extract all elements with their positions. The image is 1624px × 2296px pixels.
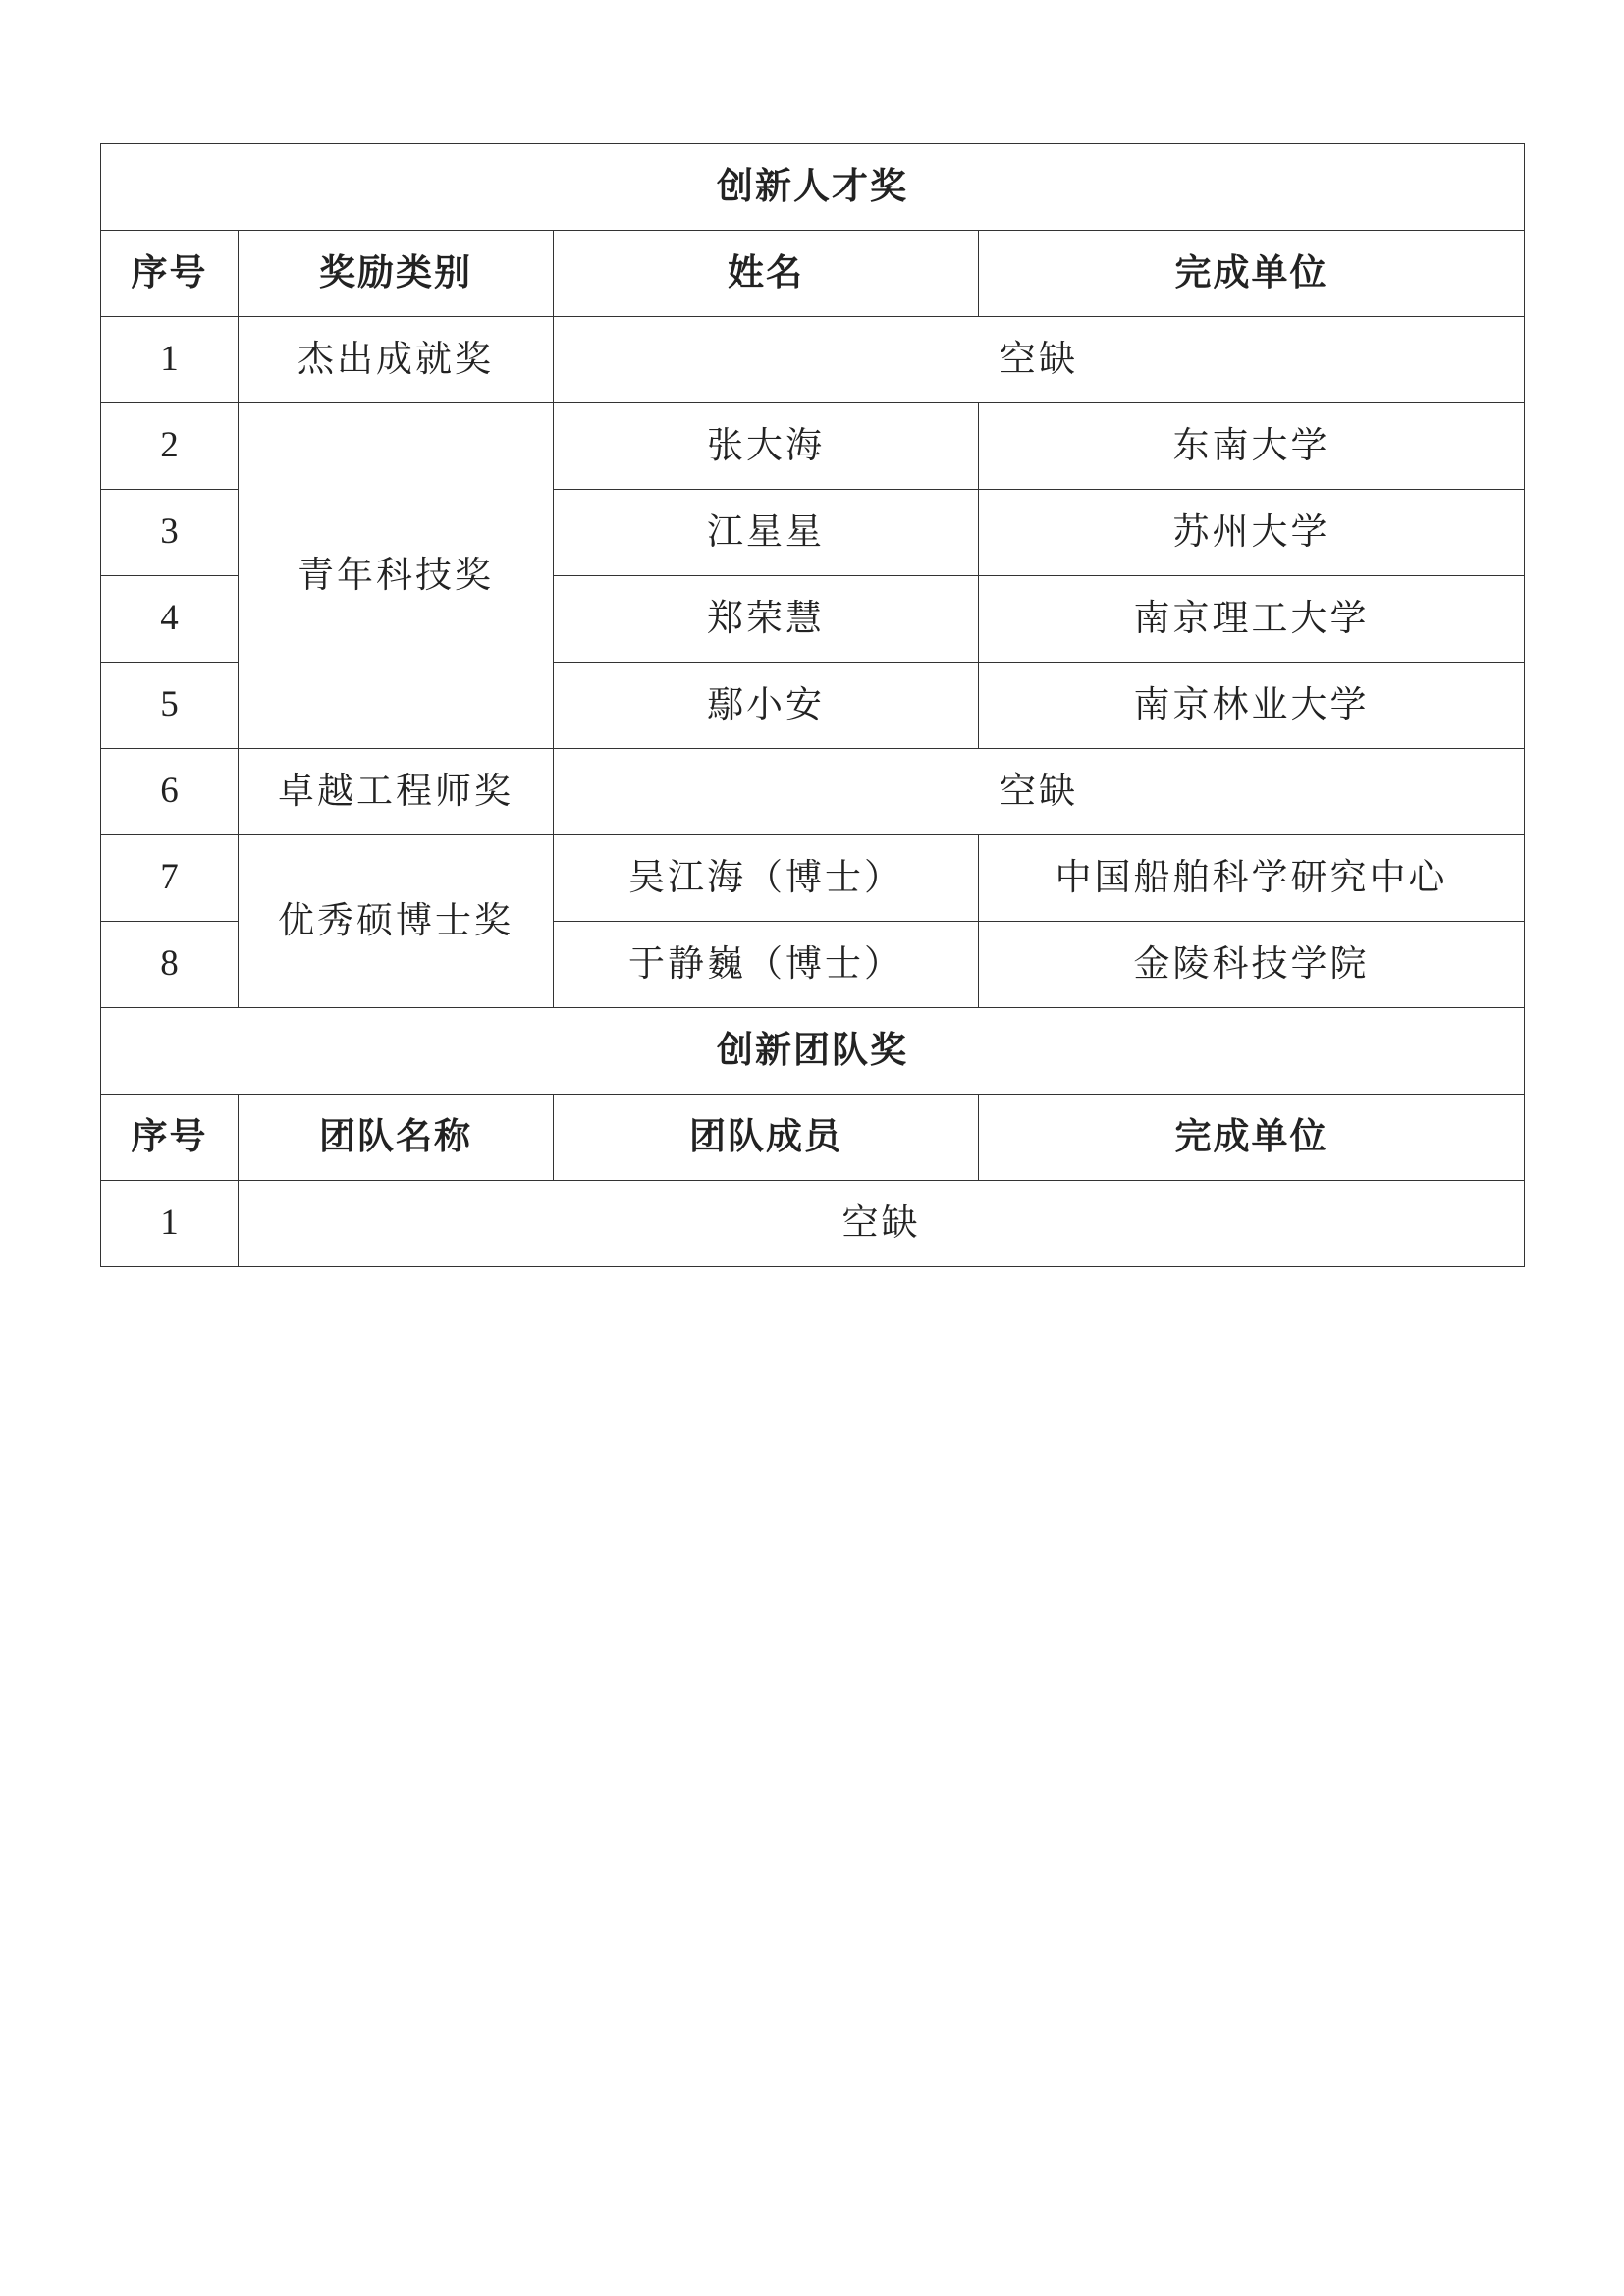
- row-category: 优秀硕博士奖: [239, 835, 554, 1008]
- row-name: 郑荣慧: [554, 576, 979, 663]
- row-category: 卓越工程师奖: [239, 749, 554, 835]
- row-index: 6: [101, 749, 239, 835]
- table-row: [101, 835, 1525, 922]
- table-row: [101, 403, 1525, 490]
- talent-header-row: [101, 231, 1525, 317]
- row-name: 于静巍（博士）: [554, 922, 979, 1008]
- row-index: 2: [101, 403, 239, 490]
- award-table: [100, 143, 1525, 1267]
- table-row: [101, 749, 1525, 835]
- row-name: 江星星: [554, 490, 979, 576]
- header-unit: 完成单位: [979, 1095, 1525, 1181]
- table-row: [101, 317, 1525, 403]
- row-name: 鄢小安: [554, 663, 979, 749]
- table-row: [101, 1181, 1525, 1267]
- row-unit: 南京理工大学: [979, 576, 1525, 663]
- row-unit: 中国船舶科学研究中心: [979, 835, 1525, 922]
- row-unit: 苏州大学: [979, 490, 1525, 576]
- row-index: 1: [101, 317, 239, 403]
- team-header-row: [101, 1095, 1525, 1181]
- header-unit: 完成单位: [979, 231, 1525, 317]
- row-name: 张大海: [554, 403, 979, 490]
- row-index: 8: [101, 922, 239, 1008]
- header-name: 姓名: [554, 231, 979, 317]
- header-category: 奖励类别: [239, 231, 554, 317]
- row-index: 5: [101, 663, 239, 749]
- talent-section-title-row: [101, 144, 1525, 231]
- row-index: 1: [101, 1181, 239, 1267]
- row-index: 3: [101, 490, 239, 576]
- row-index: 7: [101, 835, 239, 922]
- row-name: 吴江海（博士）: [554, 835, 979, 922]
- talent-section-title: 创新人才奖: [101, 144, 1525, 231]
- row-unit: 南京林业大学: [979, 663, 1525, 749]
- row-category: 青年科技奖: [239, 403, 554, 749]
- header-team-name: 团队名称: [239, 1095, 554, 1181]
- row-vacant: 空缺: [239, 1181, 1525, 1267]
- team-section-title: 创新团队奖: [101, 1008, 1525, 1095]
- team-section-title-row: [101, 1008, 1525, 1095]
- row-category: 杰出成就奖: [239, 317, 554, 403]
- row-unit: 东南大学: [979, 403, 1525, 490]
- row-unit: 金陵科技学院: [979, 922, 1525, 1008]
- row-index: 4: [101, 576, 239, 663]
- header-index: 序号: [101, 231, 239, 317]
- header-index: 序号: [101, 1095, 239, 1181]
- row-vacant: 空缺: [554, 317, 1525, 403]
- header-members: 团队成员: [554, 1095, 979, 1181]
- row-vacant: 空缺: [554, 749, 1525, 835]
